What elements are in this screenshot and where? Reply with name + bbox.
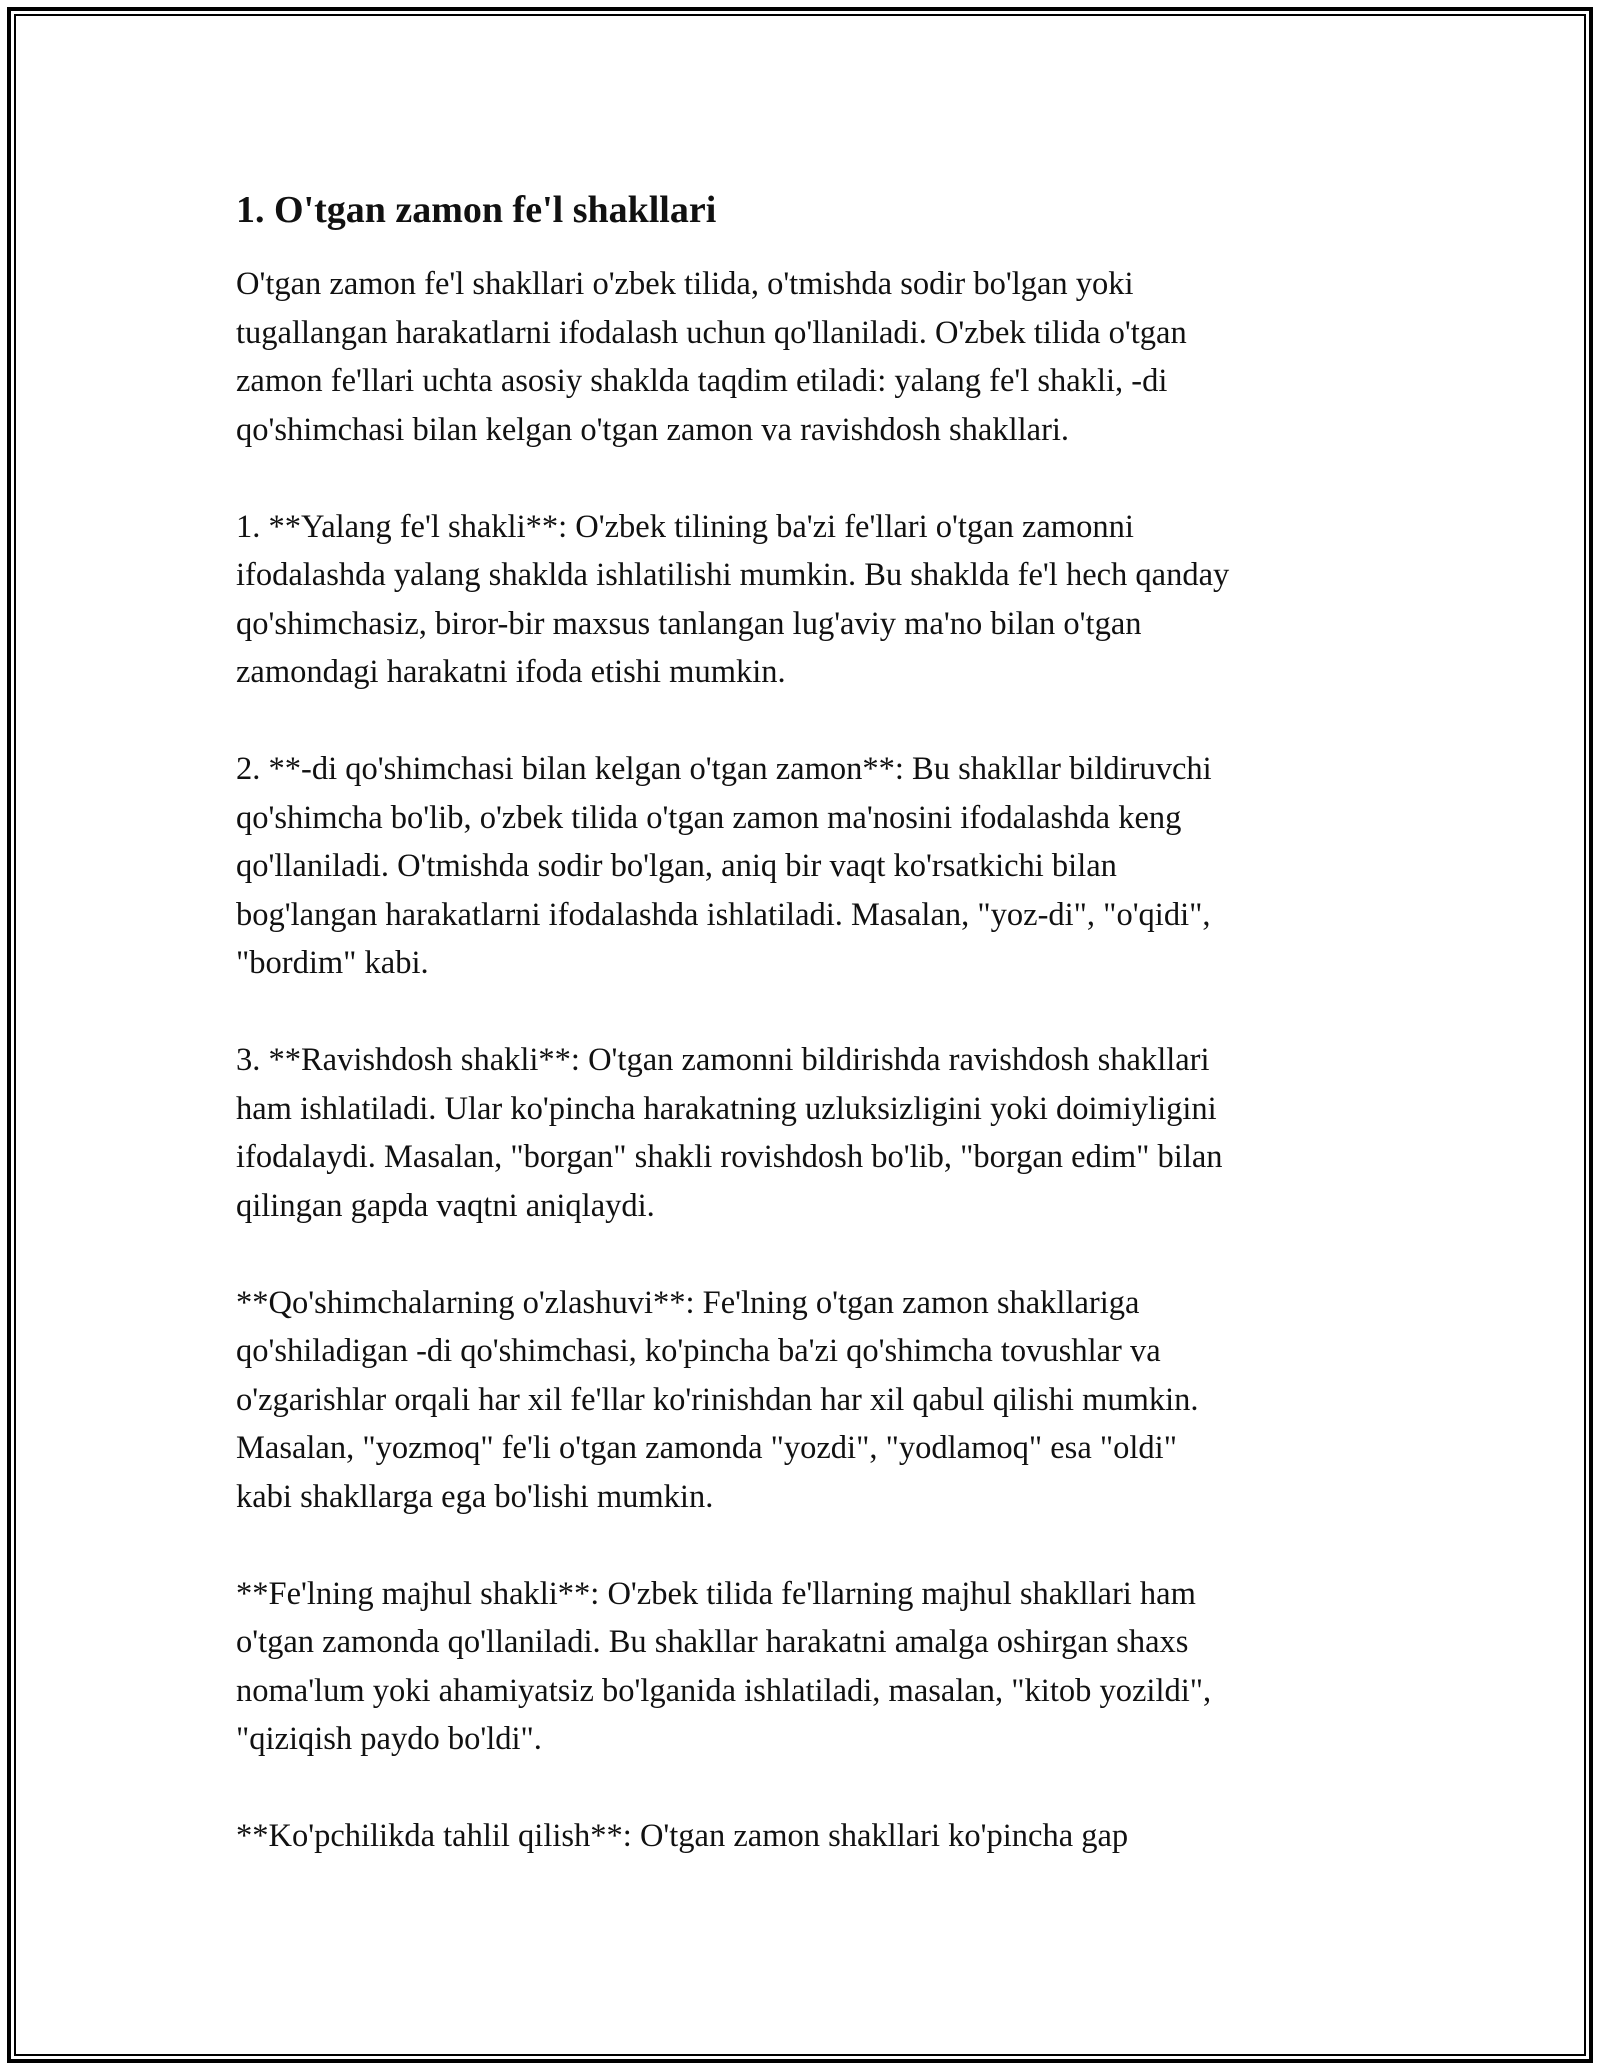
document-body [236, 186, 1366, 1909]
paragraph-ravishdosh: 3. **Ravishdosh shakli**: O'tgan zamonni bildirishda ravishdosh shakllari ham ishlatiladi. Ular ko'pincha harakatning uzluksizligini yoki doimiyligini ifodalaydi. Masalan, "borgan" shakli rovishdosh bo'lib, "borgan edim" bilan qilingan gapda vaqtni aniqlaydi. [236, 1042, 1223, 1224]
section-heading: 1. O'tgan zamon fe'l shakllari [236, 189, 717, 231]
paragraph-majhul-shakl: **Fe'lning majhul shakli**: O'zbek tilida fe'llarning majhul shakllari ham o'tgan zamonda qo'llaniladi. Bu shakllar harakatni amalga oshirgan shaxs noma'lum yoki ahamiyatsiz bo'lganida ishlatiladi, masalan, "kitob yozildi", "qiziqish paydo bo'ldi". [236, 1575, 1212, 1757]
paragraph-qoshimchalar-ozlashuvi: **Qo'shimchalarning o'zlashuvi**: Fe'lning o'tgan zamon shakllariga qo'shiladigan -di qo'shimchasi, ko'pincha ba'zi qo'shimcha tovushlar va o'zgarishlar orqali har xil fe'llar ko'rinishdan har xil qabul qilishi mumkin. Masalan, "yozmoq" fe'li o'tgan zamonda "yozdi", "yodlamoq" esa "oldi" kabi shakllarga ega bo'lishi mumkin. [236, 1284, 1199, 1515]
paragraph-di-qoshimchasi: 2. **-di qo'shimchasi bilan kelgan o'tgan zamon**: Bu shakllar bildiruvchi qo'shimcha bo'lib, o'zbek tilida o'tgan zamon ma'nosini ifodalashda keng qo'llaniladi. O'tmishda sodir bo'lgan, aniq bir vaqt ko'rsatkichi bilan bog'langan harakatlarni ifodalashda ishlatiladi. Masalan, "yoz-di", "o'qidi", "bordim" kabi. [236, 751, 1212, 981]
paragraph-yalang-shakl: 1. **Yalang fe'l shakli**: O'zbek tilining ba'zi fe'llari o'tgan zamonni ifodalashda yalang shaklda ishlatilishi mumkin. Bu shaklda fe'l hech qanday qo'shimchasiz, biror-bir maxsus tanlangan lug'aviy ma'no bilan o'tgan zamondagi harakatni ifoda etishi mumkin. [236, 508, 1230, 690]
paragraph-kopchilikda-tahlil: **Ko'pchilikda tahlil qilish**: O'tgan zamon shakllari ko'pincha gap [236, 1818, 1129, 1854]
paragraph-intro: O'tgan zamon fe'l shakllari o'zbek tilida, o'tmishda sodir bo'lgan yoki tugallangan harakatlarni ifodalash uchun qo'llaniladi. O'zbek tilida o'tgan zamon fe'llari uchta asosiy shaklda taqdim etiladi: yalang fe'l shakli, -di qo'shimchasi bilan kelgan o'tgan zamon va ravishdosh shakllari. [236, 266, 1187, 448]
